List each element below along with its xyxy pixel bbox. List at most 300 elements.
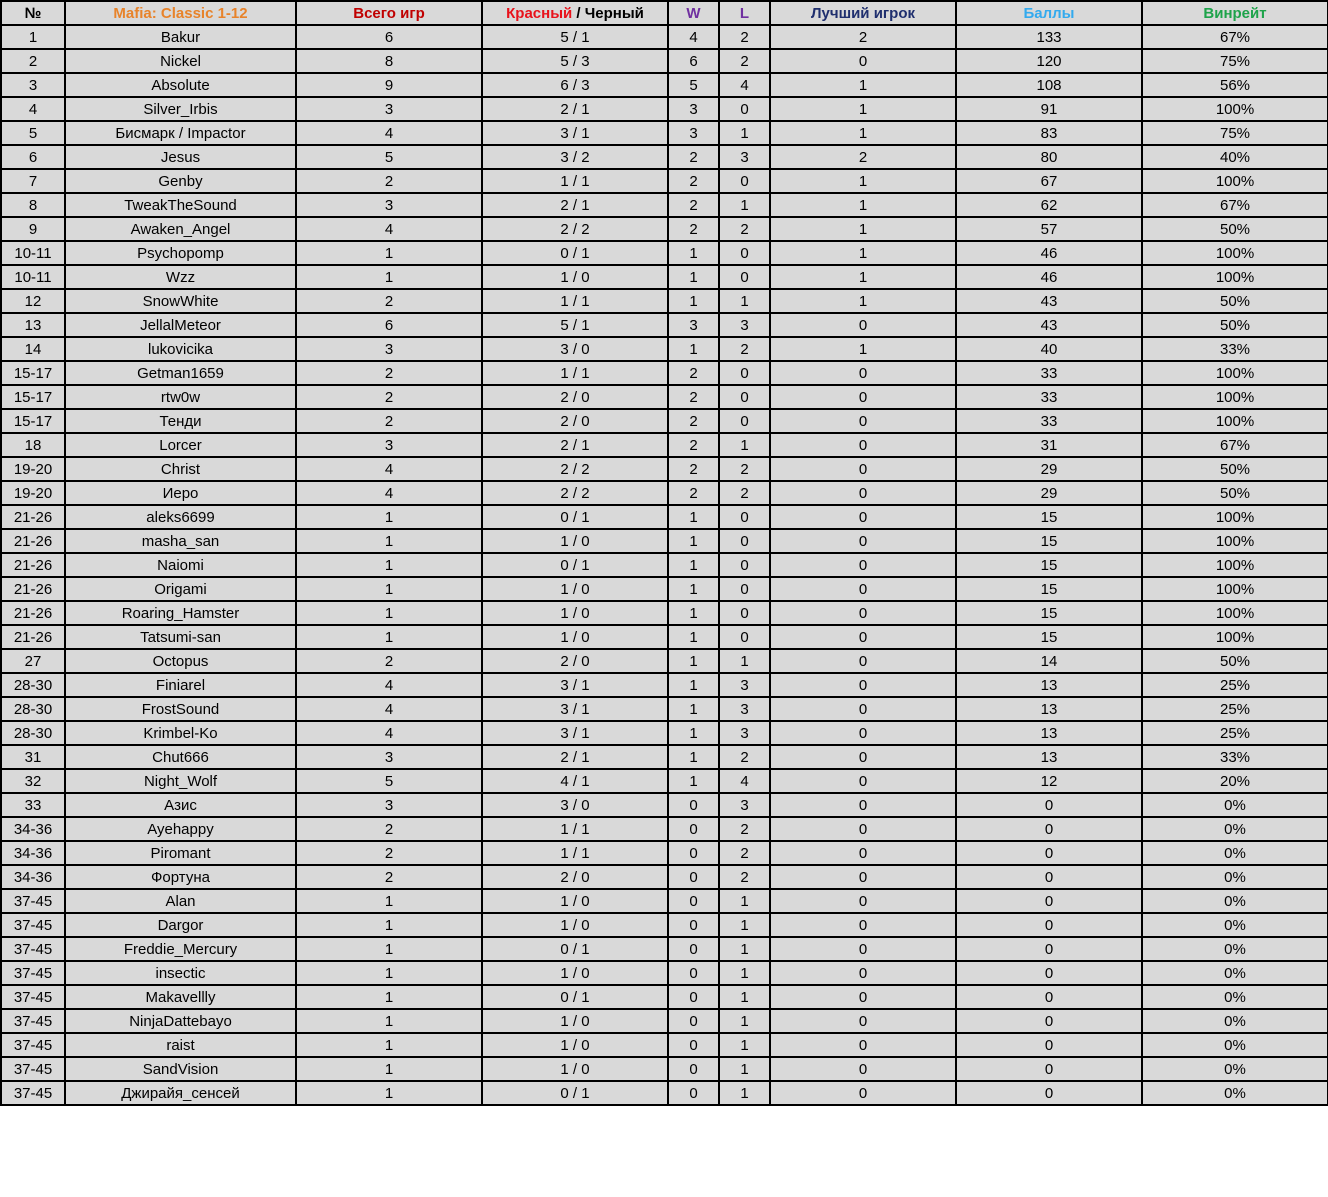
total-games-cell: 1 <box>296 601 482 625</box>
winrate-cell: 25% <box>1142 721 1328 745</box>
points-cell: 46 <box>956 241 1142 265</box>
points-cell: 15 <box>956 601 1142 625</box>
red-black-cell: 6 / 3 <box>482 73 668 97</box>
wins-cell: 2 <box>668 169 719 193</box>
wins-cell: 2 <box>668 145 719 169</box>
red-black-cell: 1 / 1 <box>482 817 668 841</box>
wins-cell: 0 <box>668 865 719 889</box>
winrate-cell: 67% <box>1142 433 1328 457</box>
best-player-cell: 0 <box>770 601 956 625</box>
total-games-cell: 1 <box>296 889 482 913</box>
wins-cell: 0 <box>668 913 719 937</box>
points-cell: 43 <box>956 313 1142 337</box>
losses-cell: 3 <box>719 697 770 721</box>
player-name-cell: Octopus <box>65 649 296 673</box>
red-black-cell: 5 / 1 <box>482 25 668 49</box>
total-games-cell: 1 <box>296 1009 482 1033</box>
best-player-cell: 0 <box>770 961 956 985</box>
rank-cell: 15-17 <box>1 385 65 409</box>
red-black-cell: 1 / 0 <box>482 889 668 913</box>
total-games-cell: 5 <box>296 145 482 169</box>
header-num: № <box>1 1 65 25</box>
rank-cell: 6 <box>1 145 65 169</box>
red-black-cell: 4 / 1 <box>482 769 668 793</box>
header-red-black <box>482 1 668 25</box>
losses-cell: 2 <box>719 817 770 841</box>
player-name-cell: Finiarel <box>65 673 296 697</box>
best-player-cell: 0 <box>770 865 956 889</box>
total-games-cell: 2 <box>296 649 482 673</box>
points-cell: 13 <box>956 721 1142 745</box>
wins-cell: 1 <box>668 649 719 673</box>
player-name-cell: Christ <box>65 457 296 481</box>
best-player-cell: 0 <box>770 649 956 673</box>
best-player-cell: 1 <box>770 289 956 313</box>
points-cell: 31 <box>956 433 1142 457</box>
points-cell: 15 <box>956 577 1142 601</box>
points-cell: 13 <box>956 673 1142 697</box>
table-row <box>1 601 1328 625</box>
total-games-cell: 1 <box>296 241 482 265</box>
points-cell: 0 <box>956 1081 1142 1105</box>
best-player-cell: 0 <box>770 625 956 649</box>
rank-cell: 7 <box>1 169 65 193</box>
red-black-cell: 1 / 0 <box>482 1057 668 1081</box>
player-name-cell: Roaring_Hamster <box>65 601 296 625</box>
table-row <box>1 913 1328 937</box>
red-black-cell: 0 / 1 <box>482 985 668 1009</box>
rank-cell: 37-45 <box>1 937 65 961</box>
points-cell: 13 <box>956 697 1142 721</box>
winrate-cell: 0% <box>1142 793 1328 817</box>
best-player-cell: 1 <box>770 73 956 97</box>
winrate-cell: 100% <box>1142 97 1328 121</box>
wins-cell: 2 <box>668 217 719 241</box>
points-cell: 108 <box>956 73 1142 97</box>
table-row <box>1 721 1328 745</box>
best-player-cell: 1 <box>770 337 956 361</box>
red-black-cell: 2 / 1 <box>482 97 668 121</box>
rank-cell: 37-45 <box>1 1057 65 1081</box>
table-row <box>1 793 1328 817</box>
table-row <box>1 553 1328 577</box>
total-games-cell: 4 <box>296 217 482 241</box>
table-row <box>1 337 1328 361</box>
best-player-cell: 1 <box>770 193 956 217</box>
wins-cell: 1 <box>668 337 719 361</box>
player-name-cell: Lorcer <box>65 433 296 457</box>
table-row <box>1 241 1328 265</box>
winrate-cell: 50% <box>1142 289 1328 313</box>
player-name-cell: SandVision <box>65 1057 296 1081</box>
total-games-cell: 3 <box>296 193 482 217</box>
wins-cell: 1 <box>668 721 719 745</box>
best-player-cell: 0 <box>770 553 956 577</box>
total-games-cell: 1 <box>296 553 482 577</box>
red-black-cell: 2 / 1 <box>482 745 668 769</box>
rank-cell: 37-45 <box>1 1081 65 1105</box>
best-player-cell: 1 <box>770 241 956 265</box>
losses-cell: 0 <box>719 577 770 601</box>
points-cell: 62 <box>956 193 1142 217</box>
wins-cell: 2 <box>668 481 719 505</box>
points-cell: 14 <box>956 649 1142 673</box>
winrate-cell: 0% <box>1142 889 1328 913</box>
best-player-cell: 2 <box>770 145 956 169</box>
wins-cell: 1 <box>668 265 719 289</box>
player-name-cell: Awaken_Angel <box>65 217 296 241</box>
winrate-cell: 100% <box>1142 625 1328 649</box>
red-black-cell: 1 / 0 <box>482 265 668 289</box>
rank-cell: 8 <box>1 193 65 217</box>
best-player-cell: 0 <box>770 1057 956 1081</box>
total-games-cell: 2 <box>296 841 482 865</box>
best-player-cell: 0 <box>770 49 956 73</box>
player-name-cell: Naiomi <box>65 553 296 577</box>
player-name-cell: Фортуна <box>65 865 296 889</box>
points-cell: 33 <box>956 409 1142 433</box>
best-player-cell: 0 <box>770 529 956 553</box>
header-sep: / <box>572 4 585 22</box>
losses-cell: 1 <box>719 289 770 313</box>
red-black-cell: 0 / 1 <box>482 553 668 577</box>
winrate-cell: 100% <box>1142 601 1328 625</box>
table-row <box>1 577 1328 601</box>
table-row <box>1 697 1328 721</box>
red-black-cell: 3 / 0 <box>482 793 668 817</box>
rank-cell: 21-26 <box>1 625 65 649</box>
red-black-cell: 3 / 0 <box>482 337 668 361</box>
player-name-cell: Dargor <box>65 913 296 937</box>
red-black-cell: 1 / 0 <box>482 961 668 985</box>
points-cell: 0 <box>956 937 1142 961</box>
table-row <box>1 673 1328 697</box>
wins-cell: 1 <box>668 625 719 649</box>
losses-cell: 1 <box>719 889 770 913</box>
red-black-cell: 2 / 0 <box>482 865 668 889</box>
wins-cell: 0 <box>668 1009 719 1033</box>
winrate-cell: 50% <box>1142 217 1328 241</box>
rank-cell: 34-36 <box>1 865 65 889</box>
rank-cell: 28-30 <box>1 697 65 721</box>
points-cell: 43 <box>956 289 1142 313</box>
table-row <box>1 1009 1328 1033</box>
winrate-cell: 67% <box>1142 25 1328 49</box>
table-row <box>1 625 1328 649</box>
wins-cell: 0 <box>668 1057 719 1081</box>
rank-cell: 15-17 <box>1 409 65 433</box>
rank-cell: 13 <box>1 313 65 337</box>
total-games-cell: 4 <box>296 121 482 145</box>
player-name-cell: Absolute <box>65 73 296 97</box>
player-name-cell: NinjaDattebayo <box>65 1009 296 1033</box>
header-black: Черный <box>584 4 644 22</box>
player-name-cell: Krimbel-Ko <box>65 721 296 745</box>
best-player-cell: 0 <box>770 985 956 1009</box>
losses-cell: 0 <box>719 361 770 385</box>
wins-cell: 0 <box>668 1033 719 1057</box>
losses-cell: 1 <box>719 961 770 985</box>
player-name-cell: Makavellly <box>65 985 296 1009</box>
winrate-cell: 75% <box>1142 49 1328 73</box>
best-player-cell: 1 <box>770 121 956 145</box>
wins-cell: 0 <box>668 793 719 817</box>
player-name-cell: raist <box>65 1033 296 1057</box>
red-black-cell: 1 / 0 <box>482 529 668 553</box>
player-name-cell: Бисмарк / Impactor <box>65 121 296 145</box>
rank-cell: 5 <box>1 121 65 145</box>
points-cell: 0 <box>956 841 1142 865</box>
total-games-cell: 1 <box>296 625 482 649</box>
player-name-cell: JellalMeteor <box>65 313 296 337</box>
winrate-cell: 25% <box>1142 673 1328 697</box>
wins-cell: 0 <box>668 889 719 913</box>
rank-cell: 34-36 <box>1 817 65 841</box>
losses-cell: 3 <box>719 313 770 337</box>
total-games-cell: 4 <box>296 481 482 505</box>
winrate-cell: 100% <box>1142 361 1328 385</box>
red-black-cell: 1 / 0 <box>482 577 668 601</box>
points-cell: 0 <box>956 985 1142 1009</box>
player-name-cell: SnowWhite <box>65 289 296 313</box>
best-player-cell: 0 <box>770 745 956 769</box>
player-name-cell: Tatsumi-san <box>65 625 296 649</box>
wins-cell: 1 <box>668 241 719 265</box>
points-cell: 15 <box>956 553 1142 577</box>
red-black-cell: 2 / 1 <box>482 193 668 217</box>
rank-cell: 10-11 <box>1 265 65 289</box>
losses-cell: 0 <box>719 625 770 649</box>
table-row <box>1 769 1328 793</box>
total-games-cell: 3 <box>296 793 482 817</box>
winrate-cell: 75% <box>1142 121 1328 145</box>
best-player-cell: 0 <box>770 793 956 817</box>
losses-cell: 2 <box>719 217 770 241</box>
wins-cell: 2 <box>668 409 719 433</box>
player-name-cell: Bakur <box>65 25 296 49</box>
points-cell: 0 <box>956 1009 1142 1033</box>
winrate-cell: 50% <box>1142 457 1328 481</box>
points-cell: 40 <box>956 337 1142 361</box>
losses-cell: 0 <box>719 601 770 625</box>
best-player-cell: 0 <box>770 457 956 481</box>
losses-cell: 2 <box>719 457 770 481</box>
winrate-cell: 25% <box>1142 697 1328 721</box>
losses-cell: 3 <box>719 673 770 697</box>
best-player-cell: 1 <box>770 169 956 193</box>
losses-cell: 0 <box>719 97 770 121</box>
winrate-cell: 0% <box>1142 1009 1328 1033</box>
player-name-cell: FrostSound <box>65 697 296 721</box>
winrate-cell: 0% <box>1142 865 1328 889</box>
header-losses: L <box>719 1 770 25</box>
table-row <box>1 1033 1328 1057</box>
total-games-cell: 3 <box>296 745 482 769</box>
losses-cell: 2 <box>719 49 770 73</box>
wins-cell: 1 <box>668 529 719 553</box>
red-black-cell: 5 / 1 <box>482 313 668 337</box>
player-name-cell: Wzz <box>65 265 296 289</box>
total-games-cell: 6 <box>296 25 482 49</box>
header-total-games: Всего игр <box>296 1 482 25</box>
best-player-cell: 0 <box>770 697 956 721</box>
best-player-cell: 0 <box>770 721 956 745</box>
total-games-cell: 4 <box>296 457 482 481</box>
points-cell: 133 <box>956 25 1142 49</box>
table-row <box>1 985 1328 1009</box>
rank-cell: 27 <box>1 649 65 673</box>
table-row <box>1 961 1328 985</box>
winrate-cell: 0% <box>1142 1033 1328 1057</box>
winrate-cell: 100% <box>1142 529 1328 553</box>
points-cell: 15 <box>956 529 1142 553</box>
total-games-cell: 3 <box>296 433 482 457</box>
losses-cell: 0 <box>719 169 770 193</box>
points-cell: 91 <box>956 97 1142 121</box>
total-games-cell: 1 <box>296 1057 482 1081</box>
red-black-cell: 2 / 2 <box>482 481 668 505</box>
rank-cell: 3 <box>1 73 65 97</box>
total-games-cell: 1 <box>296 1033 482 1057</box>
player-name-cell: Ayehappy <box>65 817 296 841</box>
points-cell: 13 <box>956 745 1142 769</box>
red-black-cell: 2 / 0 <box>482 385 668 409</box>
points-cell: 15 <box>956 625 1142 649</box>
wins-cell: 0 <box>668 1081 719 1105</box>
header-best-player: Лучший игрок <box>770 1 956 25</box>
table-row <box>1 937 1328 961</box>
table-row <box>1 385 1328 409</box>
winrate-cell: 0% <box>1142 841 1328 865</box>
header-name: Mafia: Classic 1-12 <box>65 1 296 25</box>
red-black-cell: 1 / 1 <box>482 361 668 385</box>
table-row <box>1 649 1328 673</box>
best-player-cell: 0 <box>770 481 956 505</box>
player-name-cell: lukovicika <box>65 337 296 361</box>
wins-cell: 0 <box>668 985 719 1009</box>
winrate-cell: 20% <box>1142 769 1328 793</box>
red-black-cell: 1 / 1 <box>482 289 668 313</box>
total-games-cell: 4 <box>296 721 482 745</box>
total-games-cell: 2 <box>296 865 482 889</box>
losses-cell: 1 <box>719 913 770 937</box>
best-player-cell: 0 <box>770 409 956 433</box>
best-player-cell: 0 <box>770 937 956 961</box>
rank-cell: 19-20 <box>1 457 65 481</box>
table-row <box>1 217 1328 241</box>
rank-cell: 34-36 <box>1 841 65 865</box>
total-games-cell: 3 <box>296 337 482 361</box>
losses-cell: 1 <box>719 193 770 217</box>
red-black-cell: 3 / 1 <box>482 697 668 721</box>
total-games-cell: 4 <box>296 673 482 697</box>
rank-cell: 9 <box>1 217 65 241</box>
winrate-cell: 56% <box>1142 73 1328 97</box>
winrate-cell: 0% <box>1142 1057 1328 1081</box>
best-player-cell: 0 <box>770 385 956 409</box>
winrate-cell: 100% <box>1142 409 1328 433</box>
player-name-cell: Origami <box>65 577 296 601</box>
points-cell: 83 <box>956 121 1142 145</box>
rank-cell: 21-26 <box>1 505 65 529</box>
best-player-cell: 0 <box>770 817 956 841</box>
wins-cell: 2 <box>668 457 719 481</box>
total-games-cell: 9 <box>296 73 482 97</box>
rank-cell: 19-20 <box>1 481 65 505</box>
table-row <box>1 529 1328 553</box>
red-black-cell: 0 / 1 <box>482 505 668 529</box>
points-cell: 57 <box>956 217 1142 241</box>
player-name-cell: Chut666 <box>65 745 296 769</box>
total-games-cell: 3 <box>296 97 482 121</box>
red-black-cell: 1 / 1 <box>482 169 668 193</box>
player-name-cell: Азис <box>65 793 296 817</box>
total-games-cell: 2 <box>296 385 482 409</box>
wins-cell: 1 <box>668 745 719 769</box>
rank-cell: 14 <box>1 337 65 361</box>
best-player-cell: 0 <box>770 841 956 865</box>
losses-cell: 2 <box>719 481 770 505</box>
best-player-cell: 0 <box>770 577 956 601</box>
red-black-cell: 1 / 0 <box>482 601 668 625</box>
header-wins: W <box>668 1 719 25</box>
red-black-cell: 1 / 0 <box>482 1033 668 1057</box>
table-row <box>1 457 1328 481</box>
rank-cell: 21-26 <box>1 529 65 553</box>
red-black-cell: 0 / 1 <box>482 1081 668 1105</box>
losses-cell: 0 <box>719 505 770 529</box>
points-cell: 12 <box>956 769 1142 793</box>
points-cell: 0 <box>956 793 1142 817</box>
total-games-cell: 2 <box>296 361 482 385</box>
wins-cell: 0 <box>668 817 719 841</box>
red-black-cell: 2 / 0 <box>482 649 668 673</box>
points-cell: 67 <box>956 169 1142 193</box>
player-name-cell: Piromant <box>65 841 296 865</box>
total-games-cell: 1 <box>296 985 482 1009</box>
winrate-cell: 33% <box>1142 337 1328 361</box>
points-cell: 120 <box>956 49 1142 73</box>
losses-cell: 0 <box>719 241 770 265</box>
points-cell: 46 <box>956 265 1142 289</box>
points-cell: 33 <box>956 361 1142 385</box>
losses-cell: 2 <box>719 25 770 49</box>
rank-cell: 21-26 <box>1 553 65 577</box>
total-games-cell: 4 <box>296 697 482 721</box>
table-row <box>1 73 1328 97</box>
losses-cell: 1 <box>719 937 770 961</box>
table-row <box>1 865 1328 889</box>
rank-cell: 37-45 <box>1 985 65 1009</box>
losses-cell: 1 <box>719 985 770 1009</box>
winrate-cell: 33% <box>1142 745 1328 769</box>
table-row <box>1 481 1328 505</box>
player-name-cell: TweakTheSound <box>65 193 296 217</box>
best-player-cell: 0 <box>770 1081 956 1105</box>
losses-cell: 3 <box>719 793 770 817</box>
losses-cell: 2 <box>719 865 770 889</box>
winrate-cell: 100% <box>1142 265 1328 289</box>
best-player-cell: 0 <box>770 769 956 793</box>
wins-cell: 0 <box>668 961 719 985</box>
losses-cell: 4 <box>719 73 770 97</box>
losses-cell: 4 <box>719 769 770 793</box>
rank-cell: 21-26 <box>1 601 65 625</box>
red-black-cell: 3 / 1 <box>482 721 668 745</box>
best-player-cell: 0 <box>770 913 956 937</box>
player-name-cell: Genby <box>65 169 296 193</box>
header-red: Красный <box>506 4 573 22</box>
